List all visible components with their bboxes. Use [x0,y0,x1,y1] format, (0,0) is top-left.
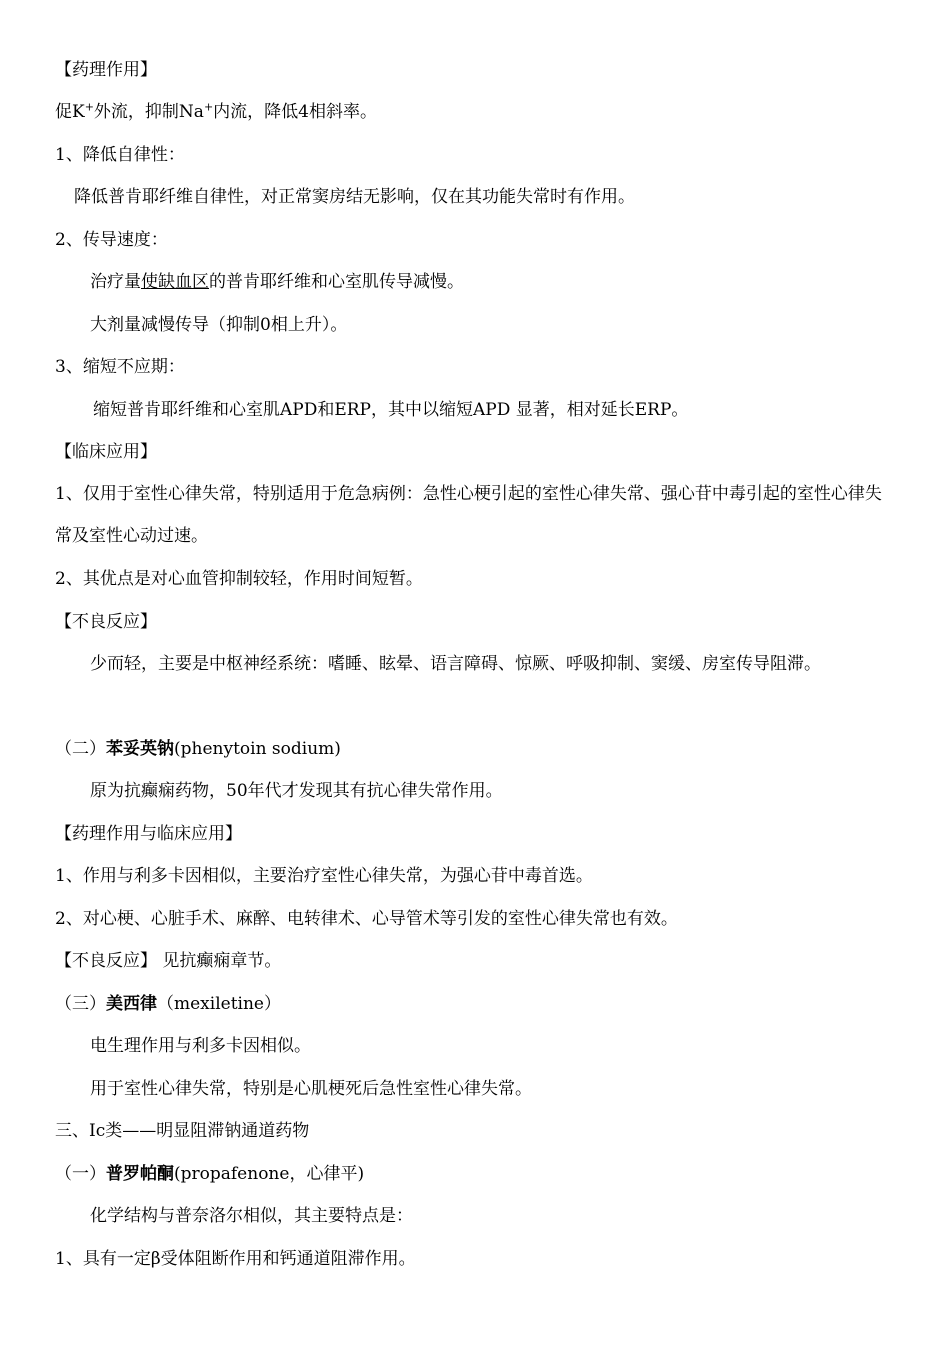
drug-title-propafenone: （一）普罗帕酮(propafenone，心律平) [55,1164,365,1184]
point-2-line-2: 大剂量减慢传导（抑制0相上升）。 [90,315,348,335]
mexiletine-line-2: 用于室性心律失常，特别是心肌梗死后急性室性心律失常。 [90,1079,532,1099]
section-heading-adverse: 【不良反应】 [55,612,157,632]
point-2-line-1: 治疗量使缺血区的普肯耶纤维和心室肌传导减慢。 [90,272,464,292]
phenytoin-intro: 原为抗癫痫药物，50年代才发现其有抗心律失常作用。 [90,781,503,801]
section-heading-pharmacology: 【药理作用】 [55,60,157,80]
mexiletine-line-1: 电生理作用与利多卡因相似。 [90,1036,311,1056]
section-heading-ic: 三、Ic类——明显阻滞钠通道药物 [55,1121,310,1141]
propafenone-item-1: 1、具有一定β受体阻断作用和钙通道阻滞作用。 [55,1249,416,1269]
point-1-title: 1、降低自律性： [55,145,185,165]
propafenone-intro: 化学结构与普奈洛尔相似，其主要特点是： [90,1206,413,1226]
point-3-title: 3、缩短不应期： [55,357,185,377]
point-1-body: 降低普肯耶纤维自律性，对正常窦房结无影响，仅在其功能失常时有作用。 [74,187,635,207]
adverse-body: 少而轻，主要是中枢神经系统：嗜睡、眩晕、语言障碍、惊厥、呼吸抑制、窦缓、房室传导阻滞。 [90,654,821,674]
mechanism-intro: 促K+外流，抑制Na+内流，降低4相斜率。 [55,100,377,122]
drug-title-mexiletine: （三）美西律（mexiletine） [55,994,281,1014]
section-heading-clinical: 【临床应用】 [55,442,157,462]
point-2-title: 2、传导速度： [55,230,168,250]
phenytoin-adverse: 【不良反应】 见抗癫痫章节。 [55,951,282,971]
drug-title-phenytoin: （二）苯妥英钠(phenytoin sodium) [55,739,341,759]
clinical-item-2: 2、其优点是对心血管抑制较轻，作用时间短暂。 [55,569,423,589]
point-3-body: 缩短普肯耶纤维和心室肌APD和ERP，其中以缩短APD 显著，相对延长ERP。 [93,400,689,420]
phenytoin-item-2: 2、对心梗、心脏手术、麻醉、电转律术、心导管术等引发的室性心律失常也有效。 [55,909,678,929]
section-heading-pharm-clinical: 【药理作用与临床应用】 [55,824,242,844]
clinical-item-1: 1、仅用于室性心律失常，特别适用于危急病例：急性心梗引起的室性心律失常、强心苷中毒引起的室性心律失常及室性心动过速。 [55,484,882,546]
phenytoin-item-1: 1、作用与利多卡因相似，主要治疗室性心律失常，为强心苷中毒首选。 [55,866,593,886]
